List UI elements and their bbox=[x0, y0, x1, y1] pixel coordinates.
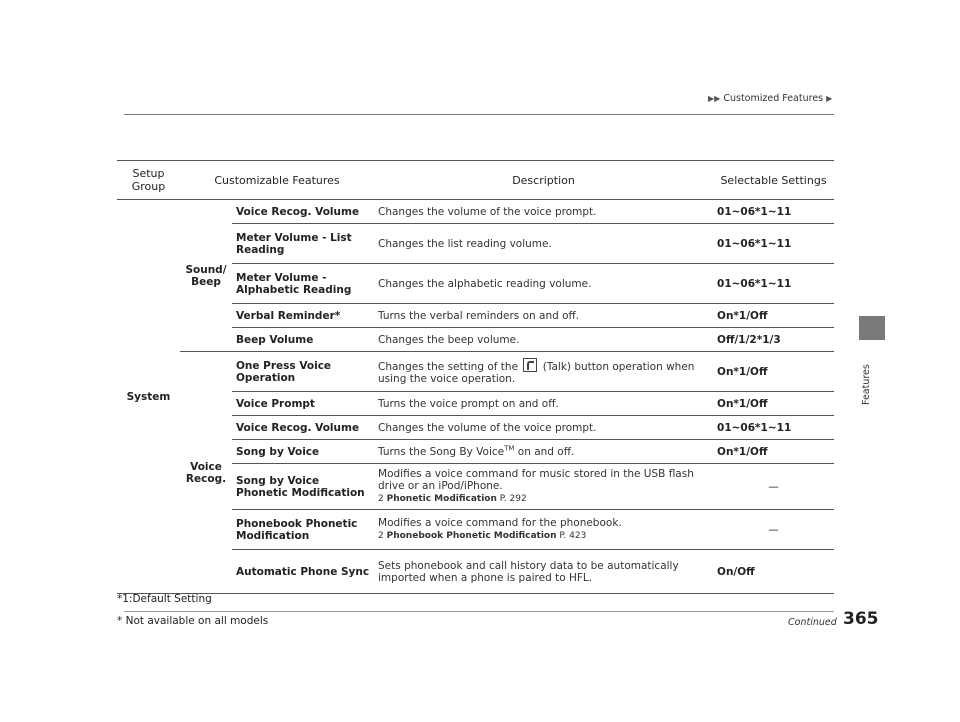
feature-name: Meter Volume - List Reading bbox=[232, 224, 374, 264]
table-header-row bbox=[117, 161, 834, 200]
feature-description: Turns the verbal reminders on and off. bbox=[374, 304, 713, 328]
setting-value: Off/1/2*1/3 bbox=[717, 333, 781, 346]
reference-icon: 2 bbox=[378, 531, 384, 541]
feature-setting bbox=[713, 352, 834, 392]
feature-setting bbox=[713, 264, 834, 304]
feature-description: Changes the beep volume. bbox=[374, 328, 713, 352]
feature-setting bbox=[713, 550, 834, 594]
feature-setting bbox=[713, 200, 834, 224]
description-text: (Talk) button operation when using the voice operation. bbox=[378, 361, 695, 385]
feature-description: Changes the alphabetic reading volume. bbox=[374, 264, 713, 304]
description-text: Changes the setting of the bbox=[378, 361, 519, 373]
feature-description: Sets phonebook and call history data to be automatically imported when a phone is paired to HFL. bbox=[374, 550, 713, 594]
feature-setting bbox=[713, 304, 834, 328]
subgroup-voice-label: Voice Recog. bbox=[185, 460, 227, 485]
section-label: Features bbox=[861, 364, 872, 405]
feature-description: Turns the voice prompt on and off. bbox=[374, 392, 713, 416]
table-row bbox=[117, 352, 834, 392]
subgroup-sound-beep bbox=[180, 200, 232, 352]
setting-value: 01~06*1~11 bbox=[717, 205, 792, 218]
reference-title: Phonetic Modification bbox=[386, 494, 497, 504]
header-selectable-settings: Selectable Settings bbox=[713, 161, 834, 200]
setting-value: On*1/Off bbox=[717, 445, 768, 458]
feature-name: Voice Prompt bbox=[232, 392, 374, 416]
feature-description: Changes the list reading volume. bbox=[374, 224, 713, 264]
double-arrow-icon: ▶▶ bbox=[708, 94, 721, 103]
page-number: 365 bbox=[843, 609, 879, 629]
default-setting-note: *1:Default Setting bbox=[117, 593, 212, 605]
feature-description bbox=[374, 464, 713, 510]
feature-name: Verbal Reminder* bbox=[232, 304, 374, 328]
subgroup-voice-recog bbox=[180, 352, 232, 594]
bottom-divider bbox=[124, 611, 834, 612]
setting-value: 01~06*1~11 bbox=[717, 421, 792, 434]
setting-value: On*1/Off bbox=[717, 365, 768, 378]
top-divider bbox=[124, 114, 834, 115]
feature-setting: — bbox=[713, 464, 834, 510]
breadcrumb bbox=[708, 93, 832, 104]
feature-name: Song by Voice Phonetic Modification bbox=[232, 464, 374, 510]
description-text: on and off. bbox=[514, 445, 575, 458]
feature-setting bbox=[713, 224, 834, 264]
setting-value: On*1/Off bbox=[717, 309, 768, 322]
feature-name: Phonebook Phonetic Modification bbox=[232, 510, 374, 550]
cross-reference[interactable] bbox=[378, 493, 709, 505]
header-customizable-features: Customizable Features bbox=[180, 161, 374, 200]
group-system: System bbox=[117, 200, 180, 594]
header-setup-group: Setup Group bbox=[117, 161, 180, 200]
reference-page: P. 292 bbox=[499, 494, 527, 504]
reference-title: Phonebook Phonetic Modification bbox=[386, 531, 557, 541]
setting-value: 01~06*1~11 bbox=[717, 277, 792, 290]
feature-description: Changes the volume of the voice prompt. bbox=[374, 200, 713, 224]
arrow-icon: ▶ bbox=[826, 94, 833, 103]
customizable-features-table bbox=[117, 160, 834, 594]
header-description: Description bbox=[374, 161, 713, 200]
feature-name: Automatic Phone Sync bbox=[232, 550, 374, 594]
table-row bbox=[117, 200, 834, 224]
trademark-mark: TM bbox=[504, 444, 515, 452]
feature-setting bbox=[713, 328, 834, 352]
setting-value: On*1/Off bbox=[717, 397, 768, 410]
feature-description bbox=[374, 440, 713, 464]
section-tab bbox=[859, 316, 885, 340]
talk-icon bbox=[523, 358, 537, 372]
availability-note: * Not available on all models bbox=[117, 615, 269, 627]
cross-reference[interactable] bbox=[378, 530, 709, 542]
feature-description bbox=[374, 510, 713, 550]
description-text: Modifies a voice command for music stored in the USB flash drive or an iPod/iPhone. bbox=[378, 468, 694, 492]
subgroup-sound-label: Sound/ Beep bbox=[185, 263, 227, 288]
feature-description: Changes the volume of the voice prompt. bbox=[374, 416, 713, 440]
reference-page: P. 423 bbox=[559, 531, 587, 541]
setting-value: 01~06*1~11 bbox=[717, 237, 792, 250]
feature-description bbox=[374, 352, 713, 392]
description-text: Modifies a voice command for the phonebook. bbox=[378, 517, 622, 529]
feature-name: Song by Voice bbox=[232, 440, 374, 464]
reference-icon: 2 bbox=[378, 494, 384, 504]
feature-name: Beep Volume bbox=[232, 328, 374, 352]
breadcrumb-text: Customized Features bbox=[723, 93, 824, 104]
feature-name: Voice Recog. Volume bbox=[232, 416, 374, 440]
continued-label: Continued bbox=[788, 617, 837, 628]
feature-name: One Press Voice Operation bbox=[232, 352, 374, 392]
feature-setting bbox=[713, 440, 834, 464]
feature-setting: — bbox=[713, 510, 834, 550]
description-text: Turns the Song By Voice bbox=[378, 445, 505, 458]
feature-name: Meter Volume - Alphabetic Reading bbox=[232, 264, 374, 304]
feature-setting bbox=[713, 416, 834, 440]
feature-setting bbox=[713, 392, 834, 416]
feature-name: Voice Recog. Volume bbox=[232, 200, 374, 224]
setting-value: On/Off bbox=[717, 565, 755, 578]
